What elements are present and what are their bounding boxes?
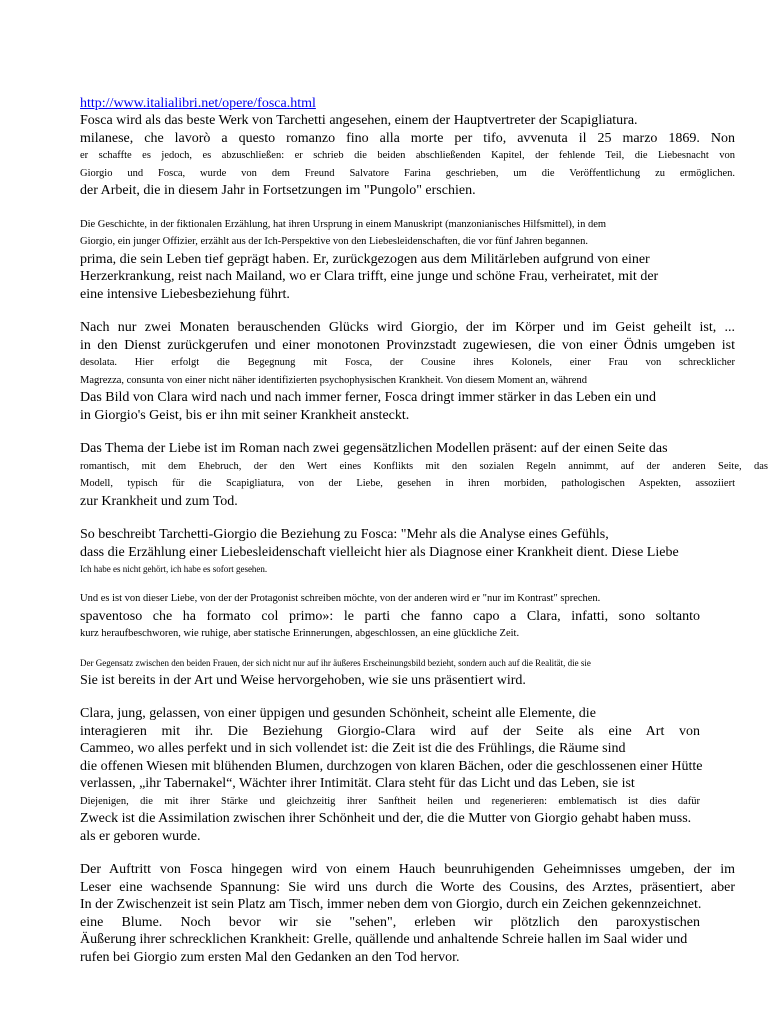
text-line: Äußerung ihrer schrecklichen Krankheit: Grelle, quällende und anhaltende Schreie hallen im Saal wider und (80, 932, 688, 947)
paragraph-6 (80, 590, 768, 643)
paragraph-1 (80, 112, 768, 200)
text-line: interagieren mit ihr. Die Beziehung Giorgio-Clara wird auf der Seite als eine Art von (80, 723, 700, 739)
text-line: Zweck ist die Assimilation zwischen ihrer Schönheit und der, die die Mutter von Giorgio gehabt haben muss. (80, 811, 692, 826)
text-line: milanese, che lavorò a questo romanzo fino alla morte per tifo, avvenuta il 25 marzo 1869. Non (80, 130, 735, 146)
text-line: Modell, typisch für die Scapigliatura, von der Liebe, gesehen in ihren morbiden, pathologischen Aspekten, assoziiert (80, 478, 735, 489)
text-line: Diejenigen, die mit ihrer Stärke und gleichzeitig ihrer Sanftheit heilen und regenerieren: emblematisch ist dies dafür (80, 795, 700, 807)
text-line: Der Gegensatz zwischen den beiden Frauen, der sich nicht nur auf ihr äußeres Erscheinungsbild bezieht, sondern auch auf die Realität, die sie (80, 657, 591, 668)
paragraph-7 (80, 655, 768, 690)
text-line: Fosca wird als das beste Werk von Tarchetti angesehen, einem der Hauptvertreter der Scapigliatura. (80, 113, 638, 128)
text-line: Und es ist von dieser Liebe, von der der Protagonist schreiben möchte, von der anderen wird er "nur im Kontrast" sprechen. (80, 593, 601, 604)
text-line: Der Auftritt von Fosca hingegen wird von einem Hauch beunruhigenden Geheimnisses umgeben, der im (80, 862, 735, 877)
paragraph-4 (80, 440, 768, 510)
text-line: eine Blume. Noch bevor wir sie "sehen", erleben wir plötzlich den paroxystischen (80, 914, 700, 930)
text-line: In der Zwischenzeit ist sein Platz am Tisch, immer neben dem von Giorgio, durch ein Zeichen gekennzeichnet. (80, 897, 702, 912)
text-line: Das Thema der Liebe ist im Roman nach zwei gegensätzlichen Modellen präsent: auf der einen Seite das (80, 441, 668, 456)
text-line: Nach nur zwei Monaten berauschenden Glücks wird Giorgio, der im Körper und im Geist geheilt ist, ... (80, 320, 735, 335)
text-line: eine intensive Liebesbeziehung führt. (80, 286, 290, 302)
text-line: Giorgio, ein junger Offizier, erzählt aus der Ich-Perspektive von den Liebesleidenschaften, die vor fünf Jahren begannen. (80, 236, 588, 247)
text-line: er schaffte es jedoch, es abzuschließen: er schrieb die beiden abschließenden Kapitel, der fehlende Teil, die Liebesnacht von (80, 150, 735, 161)
text-line: in den Dienst zurückgerufen und einer monotonen Provinzstadt zugewiesen, die von einer Ödnis umgeben ist (80, 337, 735, 353)
paragraph-2 (80, 216, 768, 304)
text-line: Cammeo, wo alles perfekt und in sich vollendet ist: die Zeit ist die des Frühlings, die Räume sind (80, 741, 626, 756)
text-line: rufen bei Giorgio zum ersten Mal den Gedanken an den Tod hervor. (80, 949, 460, 965)
text-line: Herzerkrankung, reist nach Mailand, wo er Clara trifft, eine junge und schöne Frau, verheiratet, mit der (80, 269, 659, 284)
text-line: die offenen Wiesen mit blühenden Blumen, durchzogen von klaren Bächen, oder die geschlossenen einer Hütte (80, 758, 703, 774)
text-line: dass die Erzählung einer Liebesleidenschaft vielleicht hier als Diagnose einer Krankheit dient. Diese Liebe (80, 544, 679, 560)
text-line: der Arbeit, die in diesem Jahr in Fortsetzungen im "Pungolo" erschien. (80, 183, 476, 198)
text-line: spaventoso che ha formato col primo»: le parti che fanno capo a Clara, infatti, sono soltanto (80, 608, 700, 624)
text-line: Clara, jung, gelassen, von einer üppigen und gesunden Schönheit, scheint alle Elemente, die (80, 706, 596, 721)
text-line: in Giorgio's Geist, bis er ihn mit seiner Krankheit ansteckt. (80, 407, 410, 423)
text-line: desolata. Hier erfolgt die Begegnung mit Fosca, der Cousine ihres Kolonels, einer Frau von schrecklicher (80, 357, 735, 368)
text-line: verlassen, „ihr Tabernakel“, Wächter ihrer Intimität. Clara steht für das Licht und das Leben, sie ist (80, 776, 635, 791)
text-line: So beschreibt Tarchetti-Giorgio die Beziehung zu Fosca: "Mehr als die Analyse eines Gefühls, (80, 527, 609, 542)
text-line: zur Krankheit und zum Tod. (80, 493, 238, 509)
text-line: als er geboren wurde. (80, 828, 201, 844)
paragraph-8 (80, 705, 768, 845)
text-line: Ich habe es nicht gehört, ich habe es sofort gesehen. (80, 564, 268, 574)
text-line: kurz heraufbeschworen, wie ruhige, aber statische Erinnerungen, abgeschlossen, an eine glückliche Zeit. (80, 628, 520, 639)
text-line: Sie ist bereits in der Art und Weise hervorgehoben, wie sie uns präsentiert wird. (80, 672, 526, 688)
text-line: Leser eine wachsende Spannung: Sie wird uns durch die Worte des Cousins, des Arztes, präsentiert, aber (80, 879, 735, 895)
text-line: prima, die sein Leben tief geprägt haben. Er, zurückgezogen aus dem Militärleben aufgrund von einer (80, 251, 650, 267)
document-page (80, 95, 768, 966)
text-line: Magrezza, consunta von einer nicht näher identifizierten psychophysischen Krankheit. Von diesem Moment an, während (80, 374, 587, 386)
paragraph-5 (80, 526, 768, 578)
paragraph-9 (80, 861, 768, 966)
source-link[interactable]: http://www.italialibri.net/opere/fosca.html (80, 96, 316, 111)
text-line: Giorgio und Fosca, wurde von dem Freund Salvatore Farina geschrieben, um die Veröffentlichung zu ermöglichen. (80, 167, 735, 179)
text-line: Das Bild von Clara wird nach und nach immer ferner, Fosca dringt immer stärker in das Leben ein und (80, 390, 656, 405)
text-line: romantisch, mit dem Ehebruch, der den Wert eines Konflikts mit den sozialen Regeln annimmt, auf der anderen Seite, das (80, 460, 768, 472)
paragraph-3 (80, 319, 768, 424)
text-line: Die Geschichte, in der fiktionalen Erzählung, hat ihren Ursprung in einem Manuskript (manzonianisches Hilfsmittel), in dem (80, 218, 607, 230)
